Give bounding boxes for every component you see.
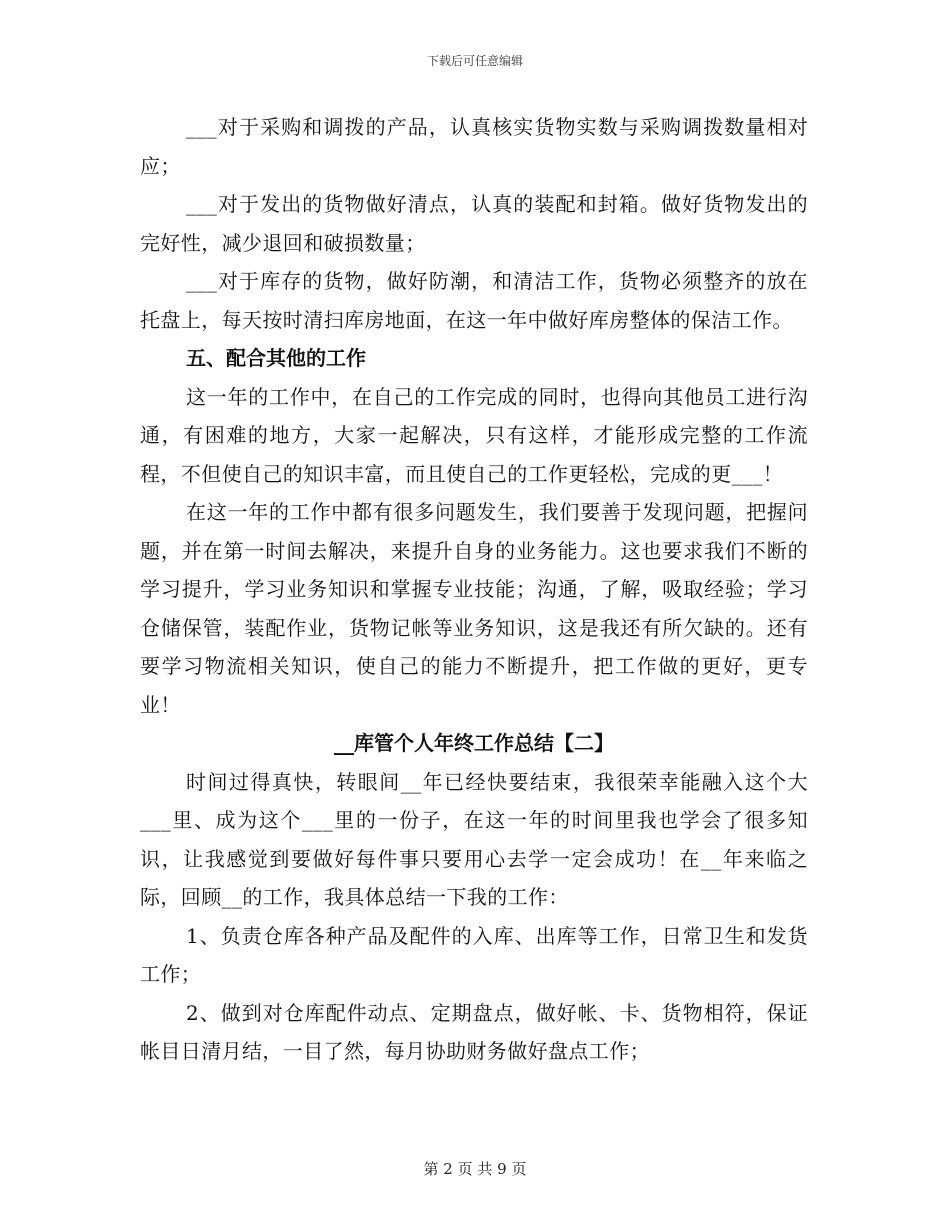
page-header: 下载后可任意编辑	[426, 54, 523, 68]
paragraph-problems: 在这一年的工作中都有很多问题发生，我们要善于发现问题，把握问题，并在第一时间去解决，来提升自身的业务能力。这也要求我们不断的学习提升，学习业务知识和掌握专业技能；沟通，了解，吸取经验；学习仓储保管，装配作业，货物记帐等业务知识，这是我还有所欠缺的。还有要学习物流相关知识，使自己的能力不断提升，把工作做的更好，更专业！	[140, 500, 808, 717]
paragraph-item-2: 2、做到对仓库配件动点、定期盘点，做好帐、卡、货物相符，保证帐目日清月结，一目了然，每月协助财务做好盘点工作；	[140, 1000, 808, 1063]
paragraph-cooperation: 这一年的工作中，在自己的工作完成的同时，也得向其他员工进行沟通，有困难的地方，大家一起解决，只有这样，才能形成完整的工作流程，不但使自己的知识丰富，而且使自己的工作更轻松，完成的更___！	[140, 384, 808, 486]
document-body	[140, 108, 808, 1071]
section-heading-cooperation: 五、配合其他的工作	[186, 346, 366, 370]
page-footer: 第 2 页 共 9 页	[423, 1160, 527, 1178]
paragraph-item-1: 1、负责仓库各种产品及配件的入库、出库等工作，日常卫生和发货工作；	[140, 923, 808, 986]
paragraph-shipping: ___对于发出的货物做好清点，认真的装配和封箱。做好货物发出的完好性，减少退回和破损数量；	[140, 192, 808, 255]
paragraph-inventory: ___对于库存的货物，做好防潮，和清洁工作，货物必须整齐的放在托盘上，每天按时清扫库房地面，在这一年中做好库房整体的保洁工作。	[140, 269, 808, 332]
paragraph-intro: 时间过得真快，转眼间__年已经快要结束，我很荣幸能融入这个大___里、成为这个___里的一份子，在这一年的时间里我也学会了很多知识，让我感觉到要做好每件事只要用心去学一定会成功！在__年来临之际，回顾__的工作，我具体总结一下我的工作：	[140, 769, 808, 909]
document-title-two: __库管个人年终工作总结【二】	[334, 731, 614, 755]
paragraph-procurement: ___对于采购和调拨的产品，认真核实货物实数与采购调拨数量相对应；	[140, 115, 808, 178]
